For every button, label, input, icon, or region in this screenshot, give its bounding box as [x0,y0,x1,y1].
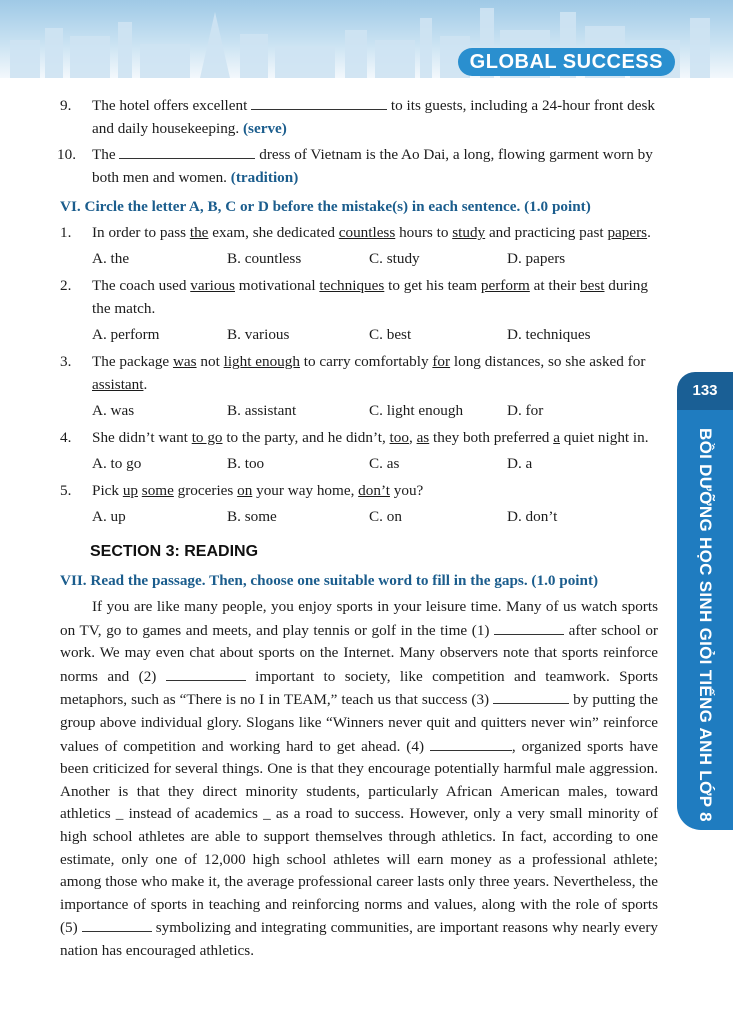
underlined-choice: techniques [319,277,385,294]
underlined-choice: best [580,277,605,294]
answer-options [60,505,658,528]
underlined-choice: too [389,429,409,446]
option-d[interactable]: D. for [507,402,544,419]
passage-text: If you are like many people, you enjoy sports in your leisure time. Many of us watch sports on TV, go to games and meets, and play tennis or golf in the time (1) [60,598,658,639]
sentence-text: to carry comfortably [299,353,433,370]
underlined-choice: some [141,482,174,499]
underlined-choice: up [122,482,138,499]
answer-options [60,247,658,270]
mistake-question [60,274,658,320]
answer-options [60,399,658,422]
passage-text: , organized sports have been criticized for several things. One is that they encourage potentially harmful male aggression. Another is that they direct minority students, particularly African American males, toward athletics _ instead of academics _ as a road to success. However, only a very small minority of high school athletes are able to support themselves through athletics. In fact, according to one estimate, only one of 12,000 high school athletes will earn money as a professional athlete; among those who make it, the average professional career lasts only three years. Nevertheless, the importance of sports in teaching and reinforcing norms and values, along with the role of sports (5) [60,737,658,937]
option-a[interactable]: A. the [92,250,130,267]
question-number: 10. [57,146,76,163]
passage-text: symbolizing and integrating communities, are important reasons why nearly every nation has encouraged athletics. [60,919,658,959]
sentence-text: your way home, [252,482,359,499]
sentence-text: She didn’t want [92,429,192,446]
sentence-text: . [647,224,651,241]
underlined-choice: papers [607,224,648,241]
header-banner [0,0,733,78]
passage-paragraph [60,596,658,963]
sentence-text: they both preferred [429,429,554,446]
mistake-question [60,350,658,396]
sentence-text: at their [529,277,581,294]
underlined-choice: as [416,429,430,446]
sentence-text: The coach used [92,277,191,294]
page-content [57,94,659,963]
underlined-choice: perform [480,277,530,294]
page-number: 133 [677,372,733,410]
option-c[interactable]: C. best [369,326,412,343]
underlined-choice: on [237,482,253,499]
underlined-choice: for [432,353,451,370]
question-number: 3. [60,353,72,370]
answer-options [60,323,658,346]
sentence-text: long distances, so she asked for [450,353,646,370]
side-title-text: BỒI DƯỠNG HỌC SINH GIỎI TIẾNG ANH LỚP 8 [696,428,715,822]
sentence-text: not [196,353,224,370]
option-b[interactable]: B. countless [227,250,302,267]
sentence-text: you? [389,482,424,499]
option-c[interactable]: C. study [369,250,420,267]
underlined-choice: to go [191,429,223,446]
option-d[interactable]: D. a [507,455,533,472]
word-hint: (serve) [243,120,287,137]
underlined-choice: assistant [92,376,144,393]
reading-passage [60,596,658,963]
option-b[interactable]: B. too [227,455,265,472]
question-text: The [92,146,116,163]
question-number: 9. [60,97,72,114]
sentence-text: during the match. [92,277,648,317]
answer-options [60,452,658,475]
underlined-choice: the [189,224,209,241]
sentence-text: motivational [234,277,320,294]
sentence-text: , [408,429,417,446]
side-title [693,428,715,822]
option-c[interactable]: C. as [369,455,400,472]
question-text: The hotel offers excellent [92,97,248,114]
underlined-choice: various [190,277,235,294]
word-hint: (tradition) [230,169,299,186]
underlined-choice: countless [338,224,396,241]
question-number: 2. [60,277,72,294]
option-d[interactable]: D. papers [507,250,566,267]
question-text: to its guests, including a 24-hour front desk and daily housekeeping. [92,97,655,137]
underlined-choice: don’t [358,482,390,499]
option-d[interactable]: D. techniques [507,326,591,343]
answer-blank[interactable] [119,143,255,159]
option-b[interactable]: B. assistant [227,402,297,419]
mistake-question [60,426,658,449]
passage-text: after school or work. We may even chat about sports on the Internet. Many observers note that sports reinforce norms and (2) [60,621,658,685]
mistake-question [60,479,658,502]
question-text: dress of Vietnam is the Ao Dai, a long, flowing garment worn by both men and women. [92,146,653,186]
question-10 [57,143,658,189]
part-heading: VI. Circle the letter A, B, C or D before the mistake(s) in each sentence. (1.0 point) [60,198,591,215]
option-a[interactable]: A. was [92,402,135,419]
sentence-text: hours to [395,224,453,241]
underlined-choice: light enough [223,353,300,370]
underlined-choice: a [553,429,560,446]
option-a[interactable]: A. to go [92,455,142,472]
option-d[interactable]: D. don’t [507,508,558,525]
sentence-text: Pick [92,482,123,499]
option-c[interactable]: C. on [369,508,402,525]
gap-3-blank[interactable] [493,688,569,704]
question-number: 1. [60,224,72,241]
gap-2-blank[interactable] [166,665,246,681]
section-title: SECTION 3: READING [90,543,259,560]
option-b[interactable]: B. some [227,508,277,525]
sentence-text: The package [92,353,173,370]
underlined-choice: was [172,353,197,370]
option-a[interactable]: A. perform [92,326,160,343]
sentence-text: to get his team [384,277,481,294]
passage-text: by putting the group above individual glory. Slogans like “Winners never quit and quitters never win” reinforce values of competition and working hard to get ahead. (4) [60,691,658,755]
mistake-question [60,221,658,244]
question-number: 4. [60,429,72,446]
sentence-text: In order to pass [92,224,190,241]
brand-logo: GLOBAL SUCCESS [458,48,675,76]
sentence-text: and practicing past [485,224,608,241]
sentence-text: . [143,376,148,393]
gap-4-blank[interactable] [430,735,512,751]
option-c[interactable]: C. light enough [369,402,464,419]
underlined-choice: study [452,224,486,241]
mistake-questions [60,221,658,528]
passage-text: important to society, like competition and teamwork. Sports metaphors, such as “There is no I in TEAM,” teach us that success (3) [60,667,659,709]
option-b[interactable]: B. various [227,326,290,343]
question-number: 5. [60,482,72,499]
answer-blank[interactable] [251,94,387,110]
option-a[interactable]: A. up [92,508,126,525]
sentence-text: exam, she dedicated [208,224,339,241]
gap-1-blank[interactable] [494,619,564,635]
sentence-text: quiet night in. [559,429,649,446]
question-9 [60,94,658,140]
sentence-text: groceries [173,482,238,499]
part-heading: VII. Read the passage. Then, choose one suitable word to fill in the gaps. (1.0 point) [60,572,599,589]
gap-5-blank[interactable] [82,916,152,932]
sentence-text: to the party, and he didn’t, [222,429,390,446]
